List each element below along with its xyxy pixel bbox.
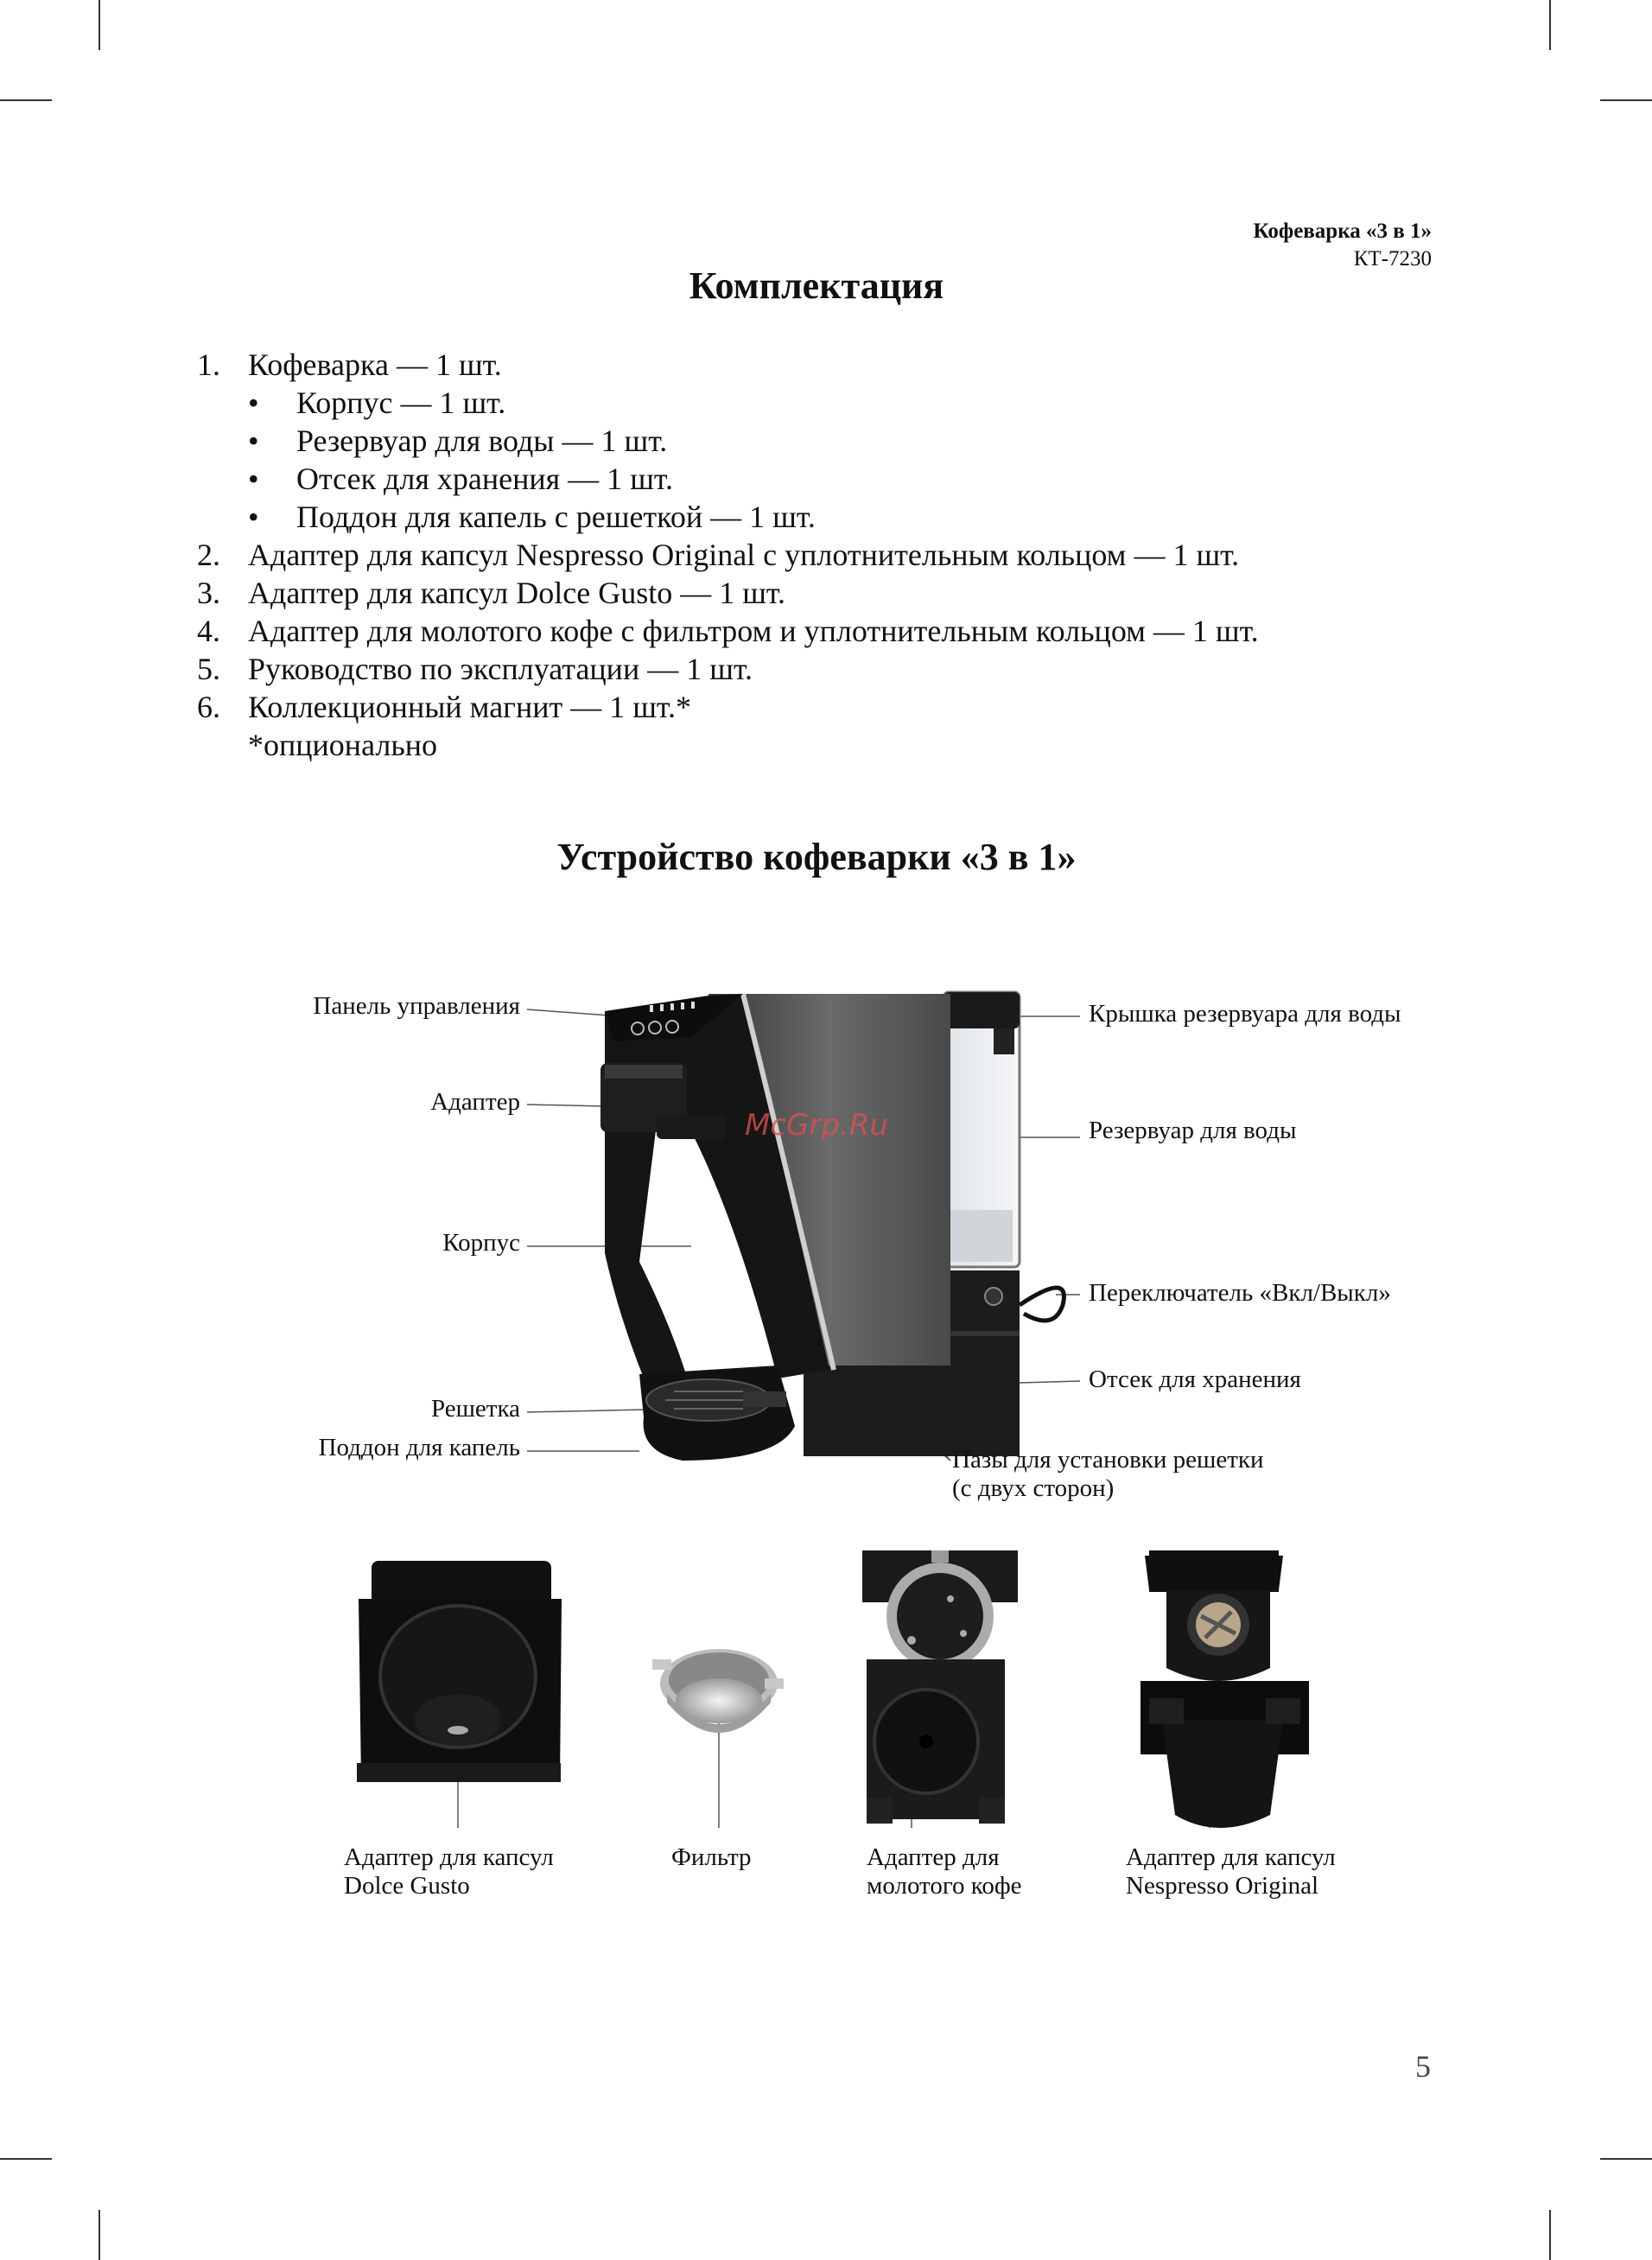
label-water-tank: Резервуар для воды [1089,1117,1297,1144]
label-grid-slots: Пазы для установки решетки (с двух сторон) [952,1446,1264,1502]
label-tank-lid: Крышка резервуара для воды [1089,1000,1401,1028]
label-drip-tray: Поддон для капель [318,1434,520,1461]
list-item: 1. Кофеварка — 1 шт. [197,347,502,382]
label-power-switch: Переключатель «Вкл/Выкл» [1089,1279,1391,1307]
list-item: 5. Руководство по эксплуатации — 1 шт. [197,652,753,686]
label-storage: Отсек для хранения [1089,1366,1301,1393]
list-subitem: • Отсек для хранения — 1 шт. [248,462,673,496]
caption-filter: Фильтр [671,1843,752,1871]
ground-coffee-adapter-image [862,1550,1018,1824]
list-item: 2. Адаптер для капсул Nespresso Original с уплотнительным кольцом — 1 шт. [197,538,1240,572]
section-title-device: Устройство кофеварки «3 в 1» [556,836,1077,878]
label-control-panel: Панель управления [313,992,520,1020]
header-product: Кофеварка «3 в 1» [1253,220,1432,243]
section-title-contents: Комплектация [689,264,944,307]
header-model: КТ-7230 [1353,247,1432,271]
caption-nespresso-adapter: Адаптер для капсул Nespresso Original [1126,1843,1336,1900]
page-number: 5 [1415,2049,1431,2084]
watermark: McGrp.Ru [745,1108,888,1143]
list-item: 3. Адаптер для капсул Dolce Gusto — 1 шт. [197,576,785,610]
list-subitem: • Резервуар для воды — 1 шт. [248,423,668,458]
list-subitem: • Поддон для капель с решеткой — 1 шт. [248,500,816,534]
label-grid: Решетка [430,1395,520,1423]
coffee-machine-image [600,992,1064,1461]
nespresso-adapter-image [1141,1550,1309,1828]
dolce-gusto-adapter-image [357,1561,562,1782]
caption-ground-coffee-adapter: Адаптер для молотого кофе [867,1843,1022,1900]
label-adapter: Адаптер [430,1088,520,1116]
list-item: 4. Адаптер для молотого кофе с фильтром и уплотнительным кольцом — 1 шт. [197,614,1259,648]
filter-image [652,1649,784,1733]
footnote-optional: *опционально [248,728,438,762]
list-subitem: • Корпус — 1 шт. [248,385,506,420]
caption-dolce-gusto-adapter: Адаптер для капсул Dolce Gusto [344,1843,554,1900]
label-body: Корпус [442,1229,520,1257]
list-item: 6. Коллекционный магнит — 1 шт.* [197,690,691,724]
